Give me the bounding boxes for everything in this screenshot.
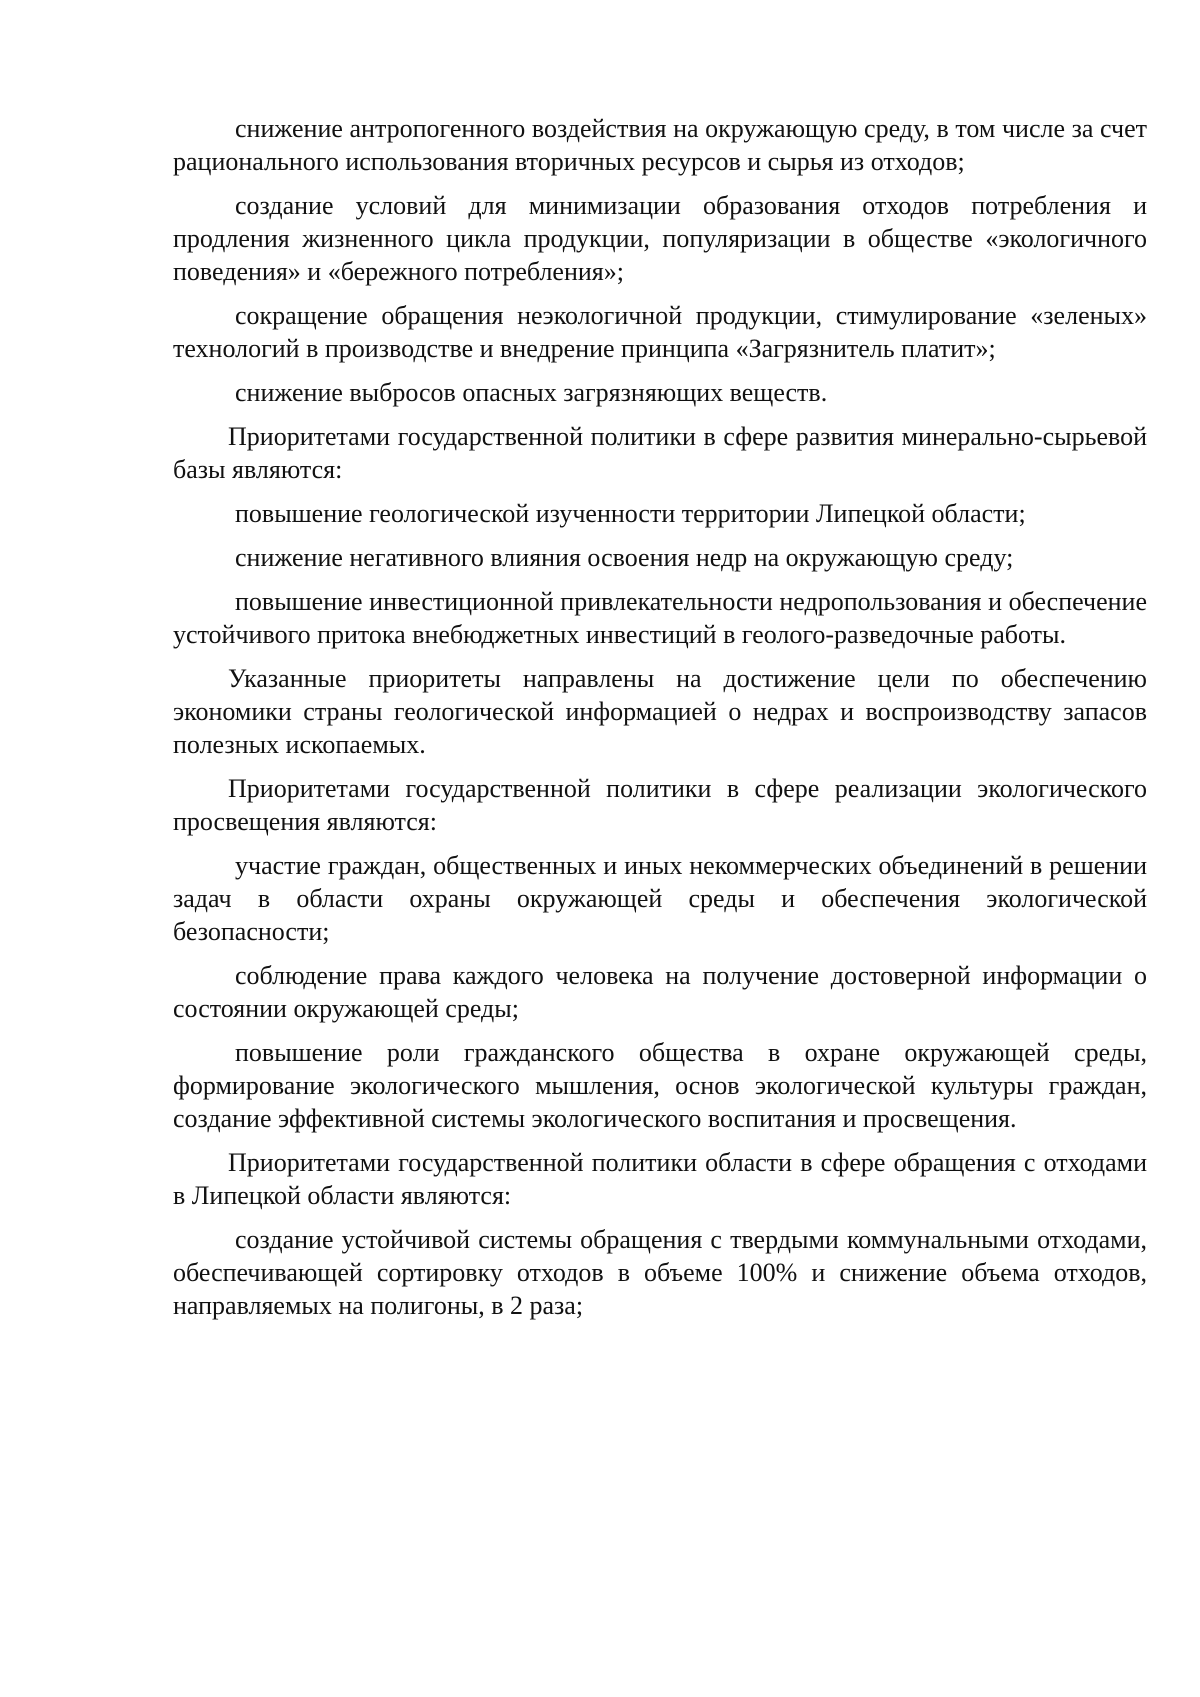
- document-body: [173, 112, 1147, 1333]
- paragraph: Указанные приоритеты направлены на достижение цели по обеспечению экономики страны геологической информацией о недрах и воспроизводству запасов полезных ископаемых.: [173, 664, 1147, 759]
- paragraph: снижение негативного влияния освоения недр на окружающую среду;: [235, 543, 1014, 572]
- paragraph: создание условий для минимизации образования отходов потребления и продления жизненного цикла продукции, популяризации в обществе «экологичного поведения» и «бережного потребления»;: [173, 191, 1147, 286]
- paragraph: сокращение обращения неэкологичной продукции, стимулирование «зеленых» технологий в производстве и внедрение принципа «Загрязнитель платит»;: [173, 301, 1147, 363]
- paragraph: снижение антропогенного воздействия на окружающую среду, в том числе за счет рационального использования вторичных ресурсов и сырья из отходов;: [173, 114, 1147, 176]
- paragraph: повышение роли гражданского общества в охране окружающей среды, формирование экологического мышления, основ экологической культуры граждан, создание эффективной системы экологического воспитания и просвещения.: [173, 1038, 1147, 1133]
- paragraph: Приоритетами государственной политики в сфере развития минерально-сырьевой базы являются:: [173, 422, 1147, 484]
- paragraph: Приоритетами государственной политики в сфере реализации экологического просвещения являются:: [173, 774, 1147, 836]
- paragraph: создание устойчивой системы обращения с твердыми коммунальными отходами, обеспечивающей сортировку отходов в объеме 100% и снижение объема отходов, направляемых на полигоны, в 2 раза;: [173, 1225, 1147, 1320]
- paragraph: повышение геологической изученности территории Липецкой области;: [235, 499, 1026, 528]
- paragraph: снижение выбросов опасных загрязняющих веществ.: [235, 378, 828, 407]
- paragraph: соблюдение права каждого человека на получение достоверной информации о состоянии окружающей среды;: [173, 961, 1147, 1023]
- paragraph: Приоритетами государственной политики области в сфере обращения с отходами в Липецкой области являются:: [173, 1148, 1147, 1210]
- paragraph: участие граждан, общественных и иных некоммерческих объединений в решении задач в области охраны окружающей среды и обеспечения экологической безопасности;: [173, 851, 1147, 946]
- paragraph: повышение инвестиционной привлекательности недропользования и обеспечение устойчивого притока внебюджетных инвестиций в геолого-разведочные работы.: [173, 587, 1147, 649]
